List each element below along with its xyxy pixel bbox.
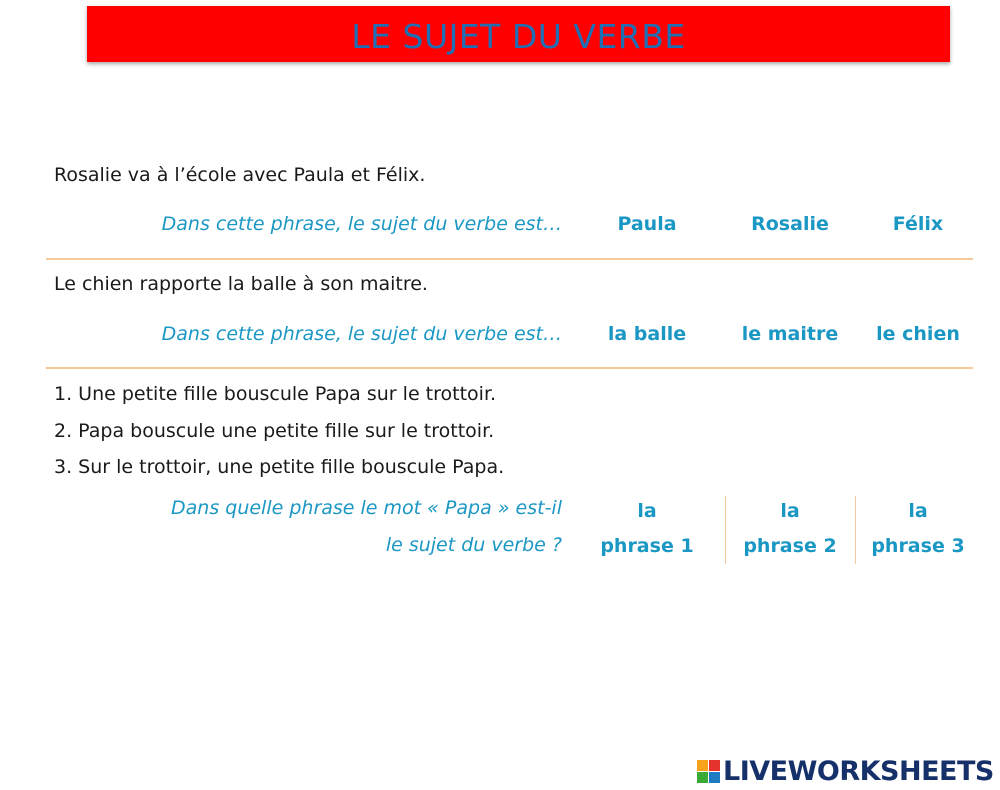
option-line1: la <box>780 500 800 522</box>
logo-square <box>709 760 720 771</box>
logo-mark-icon <box>697 760 720 783</box>
exercise3-question-line2: le sujet du verbe ? <box>385 534 562 556</box>
option-line1: la <box>908 500 928 522</box>
exercise3-option-phrase-1[interactable] <box>582 494 712 564</box>
liveworksheets-logo <box>697 756 994 787</box>
section-divider <box>46 367 973 369</box>
exercise3-sentence-1: 1. Une petite fille bouscule Papa sur le trottoir. <box>54 383 497 405</box>
title-banner <box>87 6 950 62</box>
exercise2-option-le-chien[interactable]: le chien <box>876 323 960 345</box>
logo-square <box>697 760 708 771</box>
exercise3-sentence-2: 2. Papa bouscule une petite fille sur le trottoir. <box>54 420 495 442</box>
exercise1-sentence: Rosalie va à l’école avec Paula et Félix. <box>54 164 426 186</box>
exercise1-option-felix[interactable]: Félix <box>892 213 944 235</box>
option-line1: la <box>637 500 657 522</box>
exercise3-question-line1: Dans quelle phrase le mot « Papa » est-il <box>171 497 562 519</box>
exercise1-option-paula[interactable]: Paula <box>617 213 677 235</box>
exercise2-sentence: Le chien rapporte la balle à son maitre. <box>54 273 428 295</box>
page-title: LE SUJET DU VERBE <box>351 16 686 56</box>
exercise2-option-la-balle[interactable]: la balle <box>607 323 687 345</box>
logo-square <box>697 772 708 783</box>
logo-text: LIVEWORKSHEETS <box>723 756 994 787</box>
exercise3-option-phrase-3[interactable] <box>853 494 983 564</box>
exercise3-option-phrase-2[interactable] <box>725 494 855 564</box>
exercise3-sentence-3: 3. Sur le trottoir, une petite fille bouscule Papa. <box>54 456 505 478</box>
exercise1-question: Dans cette phrase, le sujet du verbe est… <box>161 213 562 235</box>
logo-square <box>709 772 720 783</box>
option-line2: phrase 3 <box>871 535 965 557</box>
exercise2-question: Dans cette phrase, le sujet du verbe est… <box>161 323 562 345</box>
option-line2: phrase 1 <box>600 535 694 557</box>
exercise2-option-le-maitre[interactable]: le maitre <box>741 323 839 345</box>
option-line2: phrase 2 <box>743 535 837 557</box>
exercise1-option-rosalie[interactable]: Rosalie <box>751 213 829 235</box>
section-divider <box>46 258 973 260</box>
